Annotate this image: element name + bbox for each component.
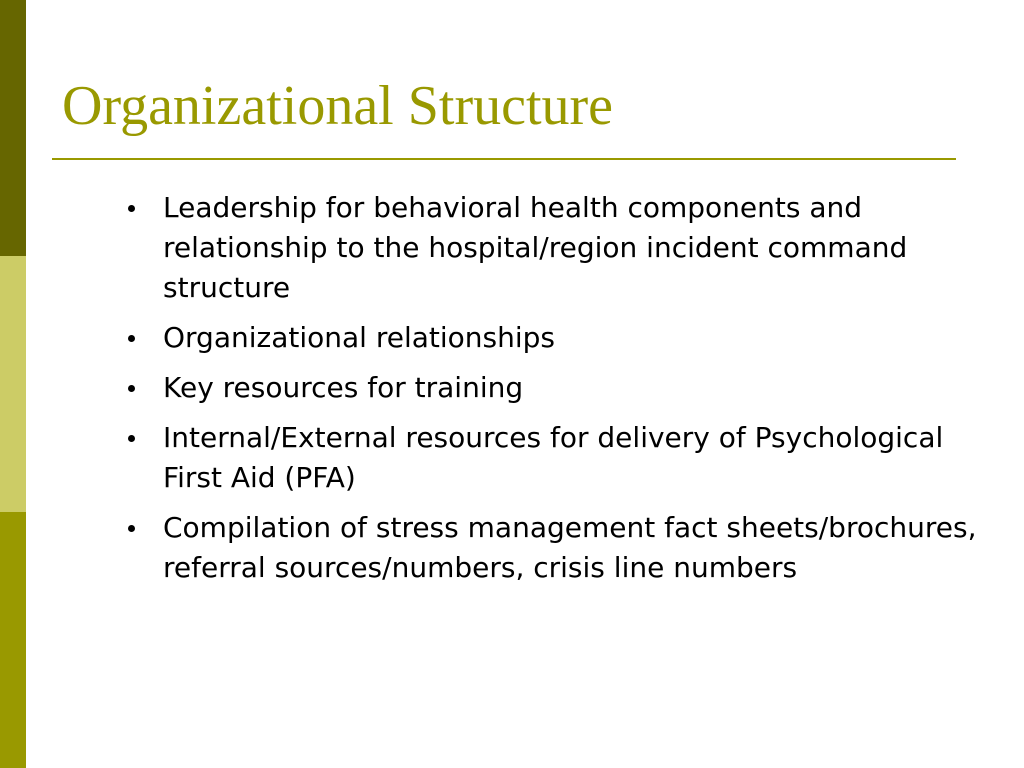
bullet-item-organizational-relationships xyxy=(128,318,988,358)
bullet-item-leadership xyxy=(128,188,988,308)
bullet-item-internal-external-resources xyxy=(128,418,988,498)
bullet-text: Organizational relationships xyxy=(163,321,556,354)
slide-title: Organizational Structure xyxy=(62,75,614,137)
bullet-text: Compilation of stress management fact sheets/brochures, referral sources/numbers, crisis line numbers xyxy=(163,511,977,584)
bullet-dot-icon xyxy=(128,205,135,212)
bullet-item-compilation xyxy=(128,508,988,588)
bullet-text: Leadership for behavioral health components and relationship to the hospital/region incident command structure xyxy=(163,191,908,304)
bullet-item-key-resources xyxy=(128,368,988,408)
bullet-text: Key resources for training xyxy=(163,371,524,404)
bullet-dot-icon xyxy=(128,435,135,442)
left-stripe-middle xyxy=(0,256,26,512)
left-stripe-top xyxy=(0,0,26,256)
bullet-text: Internal/External resources for delivery of Psychological First Aid (PFA) xyxy=(163,421,944,494)
bullet-list xyxy=(128,188,988,598)
bullet-dot-icon xyxy=(128,525,135,532)
title-underline-rule xyxy=(52,158,956,160)
left-stripe-bottom xyxy=(0,512,26,768)
bullet-dot-icon xyxy=(128,335,135,342)
bullet-dot-icon xyxy=(128,385,135,392)
